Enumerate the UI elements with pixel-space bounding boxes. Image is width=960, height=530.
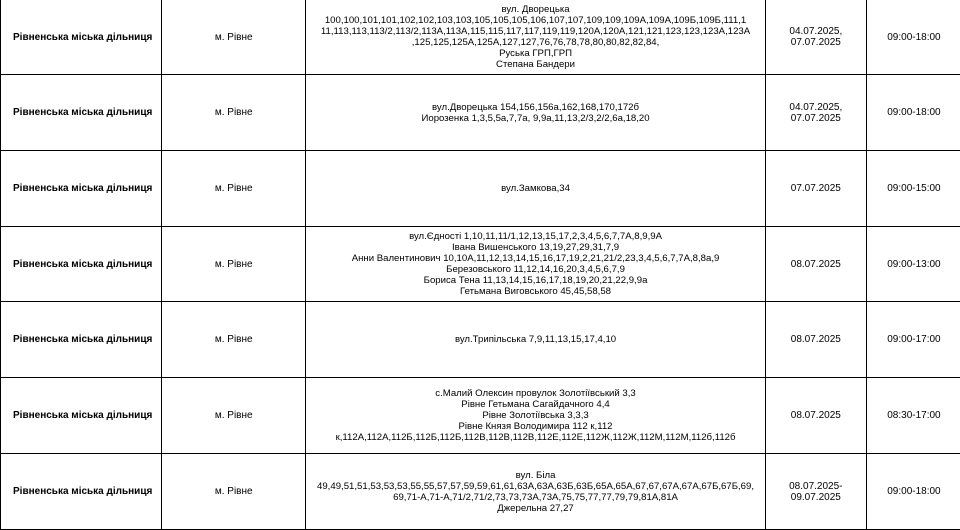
address-line: Рівне Гетьмана Сагайдачного 4,4 xyxy=(308,399,762,410)
date-line: 08.07.2025 xyxy=(768,410,864,421)
city-cell: м. Рівне xyxy=(162,0,306,75)
date-line: 04.07.2025, xyxy=(768,26,864,37)
date-line: 07.07.2025 xyxy=(768,113,864,124)
address-line: Джерельна 27,27 xyxy=(308,503,762,514)
city-cell: м. Рівне xyxy=(162,302,306,378)
address-line: вул.Дворецька 154,156,156а,162,168,170,172б xyxy=(308,102,762,113)
address-line: Бориса Тена 11,13,14,15,16,17,18,19,20,21,22,9,9а xyxy=(308,275,762,286)
district-cell: Рівненська міська дільниця xyxy=(1,378,162,454)
table-row xyxy=(1,302,960,378)
district-cell: Рівненська міська дільниця xyxy=(1,151,162,227)
district-cell: Рівненська міська дільниця xyxy=(1,0,162,75)
time-cell: 09:00-13:00 xyxy=(866,227,960,302)
date-line: 08.07.2025 xyxy=(768,334,864,345)
dates-cell xyxy=(765,302,866,378)
address-cell xyxy=(306,75,765,151)
time-cell: 09:00-18:00 xyxy=(866,75,960,151)
address-line: Івана Вишенського 13,19,27,29,31,7,9 xyxy=(308,242,762,253)
time-cell: 09:00-18:00 xyxy=(866,454,960,530)
date-line: 08.07.2025- xyxy=(768,481,864,492)
address-line: Рівне Князя Володимира 112 к,112 xyxy=(308,421,762,432)
time-cell: 08:30-17:00 xyxy=(866,378,960,454)
dates-cell xyxy=(765,454,866,530)
address-line: вул. Біла xyxy=(308,470,762,481)
address-line: Степана Бандери xyxy=(308,59,762,70)
address-line: вул.Замкова,34 xyxy=(308,183,762,194)
table-body xyxy=(1,0,960,530)
dates-cell xyxy=(765,0,866,75)
address-line: вул.Єдності 1,10,11,11/1,12,13,15,17,2,3,4,5,6,7,7А,8,9,9А xyxy=(308,231,762,242)
table-row xyxy=(1,454,960,530)
address-line: с.Малий Олексин провулок Золотіївський 3,3 xyxy=(308,388,762,399)
address-line: 100,100,101,101,102,102,103,103,105,105,105,106,107,107,109,109,109А,109А,109Б,109Б,111,1 xyxy=(308,15,762,26)
city-cell: м. Рівне xyxy=(162,378,306,454)
dates-cell xyxy=(765,75,866,151)
table-row xyxy=(1,0,960,75)
date-line: 04.07.2025, xyxy=(768,102,864,113)
address-line: 49,49,51,51,53,53,53,55,55,57,57,59,59,61,61,63А,63А,63Б,63Б,65А,65А,67,67,67А,67А,67Б,67Б,69, xyxy=(308,481,762,492)
date-line: 07.07.2025 xyxy=(768,37,864,48)
address-cell xyxy=(306,454,765,530)
dates-cell xyxy=(765,227,866,302)
time-cell: 09:00-15:00 xyxy=(866,151,960,227)
address-cell xyxy=(306,151,765,227)
date-line: 09.07.2025 xyxy=(768,492,864,503)
city-cell: м. Рівне xyxy=(162,75,306,151)
address-line: 69,71-А,71-А,71/2,71/2,73,73,73А,73А,75,75,77,77,79,79,81А,81А xyxy=(308,492,762,503)
district-cell: Рівненська міська дільниця xyxy=(1,75,162,151)
address-cell xyxy=(306,227,765,302)
address-line: вул.Трипільська 7,9,11,13,15,17,4,10 xyxy=(308,334,762,345)
address-line: Березовського 11,12,14,16,20,3,4,5,6,7,9 xyxy=(308,264,762,275)
table-row xyxy=(1,378,960,454)
city-cell: м. Рівне xyxy=(162,454,306,530)
address-line: Гетьмана Виговського 45,45,58,58 xyxy=(308,286,762,297)
district-cell: Рівненська міська дільниця xyxy=(1,227,162,302)
address-line: 11,113,113,113/2,113/2,113А,113А,115,115,117,117,119,119,120А,120А,121,121,123,123,123А,123А xyxy=(308,26,762,37)
address-line: к,112А,112А,112Б,112Б,112Б,112В,112В,112В,112Е,112Е,112Ж,112Ж,112М,112М,112б,112б xyxy=(308,432,762,443)
time-cell: 09:00-17:00 xyxy=(866,302,960,378)
dates-cell xyxy=(765,378,866,454)
city-cell: м. Рівне xyxy=(162,151,306,227)
address-line: Иорозенка 1,3,5,5а,7,7а, 9,9а,11,13,2/3,2/2,6а,18,20 xyxy=(308,113,762,124)
address-line: Анни Валентинович 10,10А,11,12,13,14,15,16,17,19,2,21,21/2,23,3,4,5,6,7,7А,8,8а,9 xyxy=(308,253,762,264)
date-line: 07.07.2025 xyxy=(768,183,864,194)
dates-cell xyxy=(765,151,866,227)
city-cell: м. Рівне xyxy=(162,227,306,302)
time-cell: 09:00-18:00 xyxy=(866,0,960,75)
table-row xyxy=(1,151,960,227)
date-line: 08.07.2025 xyxy=(768,259,864,270)
address-line: Руська ГРП,ГРП xyxy=(308,48,762,59)
address-line: вул. Дворецька xyxy=(308,4,762,15)
address-cell xyxy=(306,302,765,378)
table-row xyxy=(1,227,960,302)
district-cell: Рівненська міська дільниця xyxy=(1,302,162,378)
address-line: Рівне Золотіївська 3,3,3 xyxy=(308,410,762,421)
table-row xyxy=(1,75,960,151)
address-cell xyxy=(306,0,765,75)
address-cell xyxy=(306,378,765,454)
district-cell: Рівненська міська дільниця xyxy=(1,454,162,530)
address-line: ,125,125,125А,125А,127,127,76,76,78,78,80,80,82,82,84, xyxy=(308,37,762,48)
